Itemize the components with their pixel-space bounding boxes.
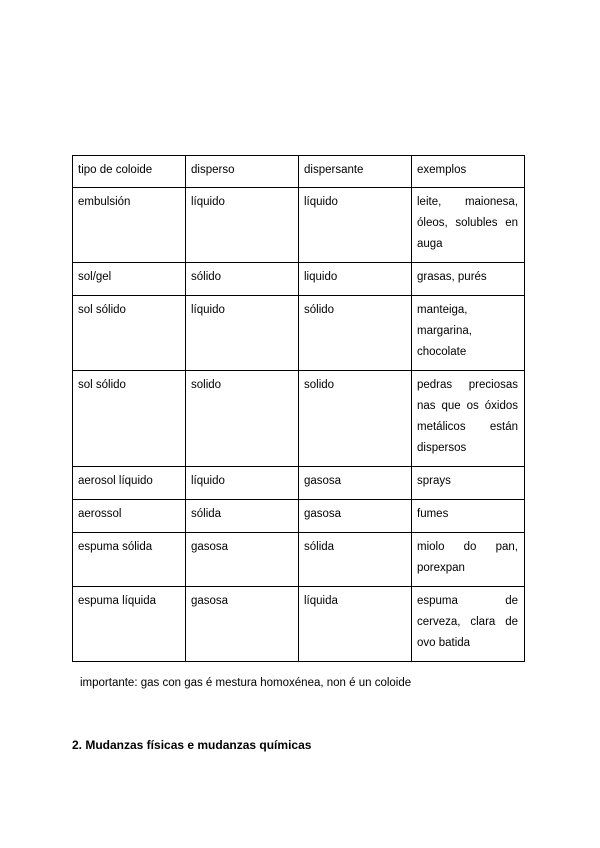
cell-examples: leite, maionesa, óleos, solubles en auga xyxy=(412,188,525,263)
header-dispersant: dispersante xyxy=(299,156,412,188)
cell-dispersant: solido xyxy=(299,371,412,467)
cell-examples: grasas, purés xyxy=(412,263,525,296)
table-row xyxy=(73,467,525,500)
important-note: importante: gas con gas é mestura homoxénea, non é un coloide xyxy=(80,677,412,689)
cell-dispersed: gasosa xyxy=(186,587,299,662)
header-dispersed: disperso xyxy=(186,156,299,188)
cell-colloid-type: embulsión xyxy=(73,188,186,263)
cell-dispersant: gasosa xyxy=(299,500,412,533)
cell-dispersant: líquido xyxy=(299,188,412,263)
table-row xyxy=(73,296,525,371)
cell-colloid-type: aerosol líquido xyxy=(73,467,186,500)
cell-examples: espuma de cerveza, clara de ovo batida xyxy=(412,587,525,662)
cell-colloid-type: espuma líquida xyxy=(73,587,186,662)
cell-colloid-type: espuma sólida xyxy=(73,533,186,587)
cell-dispersed: sólido xyxy=(186,263,299,296)
header-colloid-type: tipo de coloide xyxy=(73,156,186,188)
cell-examples: sprays xyxy=(412,467,525,500)
cell-colloid-type: sol sólido xyxy=(73,296,186,371)
table-header-row xyxy=(73,156,525,188)
cell-dispersant: liquido xyxy=(299,263,412,296)
table-row xyxy=(73,587,525,662)
cell-examples: manteiga, margarina, chocolate xyxy=(412,296,525,371)
section-heading: 2. Mudanzas físicas e mudanzas químicas xyxy=(72,738,312,752)
cell-dispersed: solido xyxy=(186,371,299,467)
header-examples: exemplos xyxy=(412,156,525,188)
cell-dispersed: sólida xyxy=(186,500,299,533)
cell-examples: fumes xyxy=(412,500,525,533)
cell-dispersed: gasosa xyxy=(186,533,299,587)
cell-dispersant: gasosa xyxy=(299,467,412,500)
table-row xyxy=(73,188,525,263)
cell-examples: miolo do pan, porexpan xyxy=(412,533,525,587)
cell-examples: pedras preciosas nas que os óxidos metálicos están dispersos xyxy=(412,371,525,467)
cell-colloid-type: aerossol xyxy=(73,500,186,533)
colloid-types-table xyxy=(72,155,525,662)
cell-dispersant: sólido xyxy=(299,296,412,371)
cell-colloid-type: sol/gel xyxy=(73,263,186,296)
table-row xyxy=(73,371,525,467)
cell-dispersant: sólida xyxy=(299,533,412,587)
table-row xyxy=(73,263,525,296)
cell-dispersed: líquido xyxy=(186,188,299,263)
table-row xyxy=(73,533,525,587)
cell-colloid-type: sol sólido xyxy=(73,371,186,467)
cell-dispersed: líquido xyxy=(186,296,299,371)
cell-dispersed: líquido xyxy=(186,467,299,500)
cell-dispersant: líquida xyxy=(299,587,412,662)
table-row xyxy=(73,500,525,533)
